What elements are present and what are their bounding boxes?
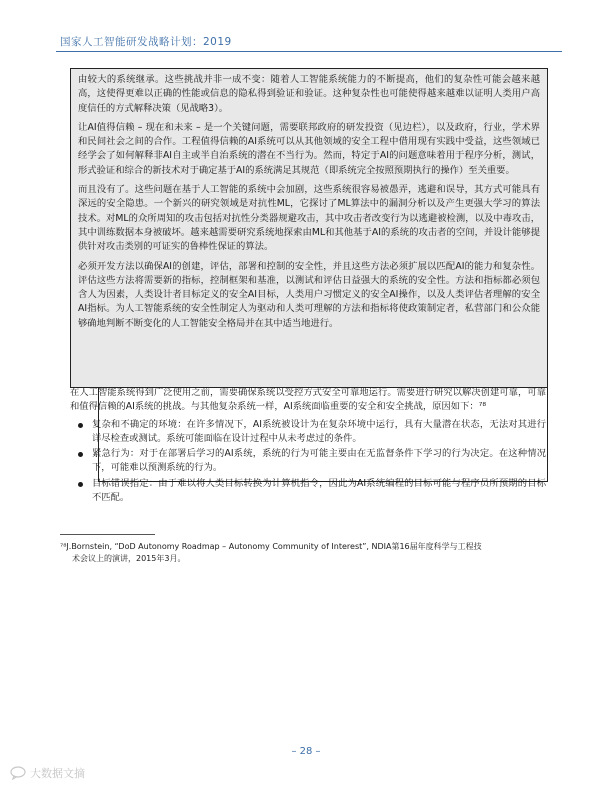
bullet-icon — [78, 482, 83, 487]
box-paragraph: 由较大的系统继承。这些挑战并非一成不变：随着人工智能系统能力的不断提高，他们的复杂性可能会越来越高，这使得更难以正确的性能或信息的隐私得到验证和验证。这种复杂性也可能使得越来越难以证明人类用户高度信任的方式解释决策（见战略3）。 — [78, 74, 540, 114]
box-paragraph: 必须开发方法以确保AI的创建，评估，部署和控制的安全性，并且这些方法必须扩展以匹配AI的能力和复杂性。评估这些方法将需要新的指标，控制框架和基准，以测试和评估日益强大的系统的安全性。方法和指标都必须包含人为因素，人类设计者目标定义的安全AI目标，人类用户习惯定义的安全AI操作，以及人类评估者理解的安全AI指标。为人工智能系统的安全性制定人为驱动和人类可理解的方法和指标将使政策制定者，私营部门和公众能够确地判断不断变化的人工智能安全格局并在其中适当地进行。 — [78, 260, 540, 329]
challenge-list — [70, 418, 546, 506]
page-number: – 28 – — [291, 746, 321, 757]
header-rule — [56, 51, 562, 52]
shaded-text-box — [70, 68, 548, 388]
safety-challenges-section — [70, 386, 546, 506]
footnote-line: ⁷⁸J.Bornstein, “DoD Autonomy Roadmap – Autonomy Community of Interest”, NDIA第16届年度科学与工程技 — [60, 542, 482, 551]
watermark — [10, 765, 85, 781]
bullet-icon — [78, 452, 83, 457]
footnote — [60, 541, 548, 565]
chat-bubble-icon — [10, 766, 26, 780]
watermark-text: 大数据文摘 — [30, 767, 85, 780]
list-item-text: 目标错误指定：由于难以将人类目标转换为计算机指令，因此为AI系统编程的目标可能与程序员所预期的目标不匹配。 — [92, 477, 546, 504]
list-item — [70, 477, 546, 506]
section-intro: 在人工智能系统得到广泛使用之前，需要确保系统以受控方式安全可靠地运行。需要进行研究以解决创建可靠，可靠和值得信赖的AI系统的挑战。与其他复杂系统一样，AI系统面临重要的安全和安全挑战，原因如下：⁷⁸ — [70, 387, 546, 413]
footnote-rule — [60, 534, 155, 535]
bullet-icon — [78, 423, 83, 428]
running-header-title: 国家人工智能研发战略计划：2019 — [60, 36, 232, 48]
list-item-text: 紧急行为：对于在部署后学习的AI系统，系统的行为可能主要由在无监督条件下学习的行为决定。在这种情况下，可能难以预测系统的行为。 — [92, 448, 546, 474]
footnote-line: 术会议上的演讲，2015年3月。 — [72, 554, 186, 563]
list-item — [70, 447, 546, 476]
box-paragraph: 让AI值得信赖 – 现在和未来 – 是一个关键问题，需要联邦政府的研发投资（见边栏），以及政府，行业，学术界和民间社会之间的合作。工程值得信赖的AI系统可以从其他领域的安全工程中借用现有实践中受益，这些领域已经学会了如何解释非AI自主或半自治系统的潜在不当行为。然而，特定于AI的问题意味着用于程序分析，测试，形式验证和综合的新技术对于确定基于AI的系统满足其规范（即系统完全按照预期执行的操作）至关重要。 — [78, 121, 540, 176]
list-item-text: 复杂和不确定的环境：在许多情况下，AI系统被设计为在复杂环境中运行，具有大量潜在状态，无法对其进行详尽检查或测试。系统可能面临在设计过程中从未考虑过的条件。 — [92, 418, 546, 444]
box-paragraph: 而且没有了。这些问题在基于人工智能的系统中会加剧，这些系统很容易被愚弄，逃避和误导，其方式可能具有深远的安全隐患。一个新兴的研究领域是对抗性ML，它探讨了ML算法中的漏洞分析以及产生更强大学习的算法技术。对ML的众所周知的攻击包括对抗性分类器规避攻击，其中攻击者改变行为以逃避被检测，以及中毒攻击，其中训练数据本身被破坏。越来越需要研究系统地探索由ML和其他基于AI的系统的攻击者的空间，并设计能够提供针对攻击类别的可证实的鲁棒性保证的算法。 — [78, 184, 540, 253]
list-item — [70, 418, 546, 447]
